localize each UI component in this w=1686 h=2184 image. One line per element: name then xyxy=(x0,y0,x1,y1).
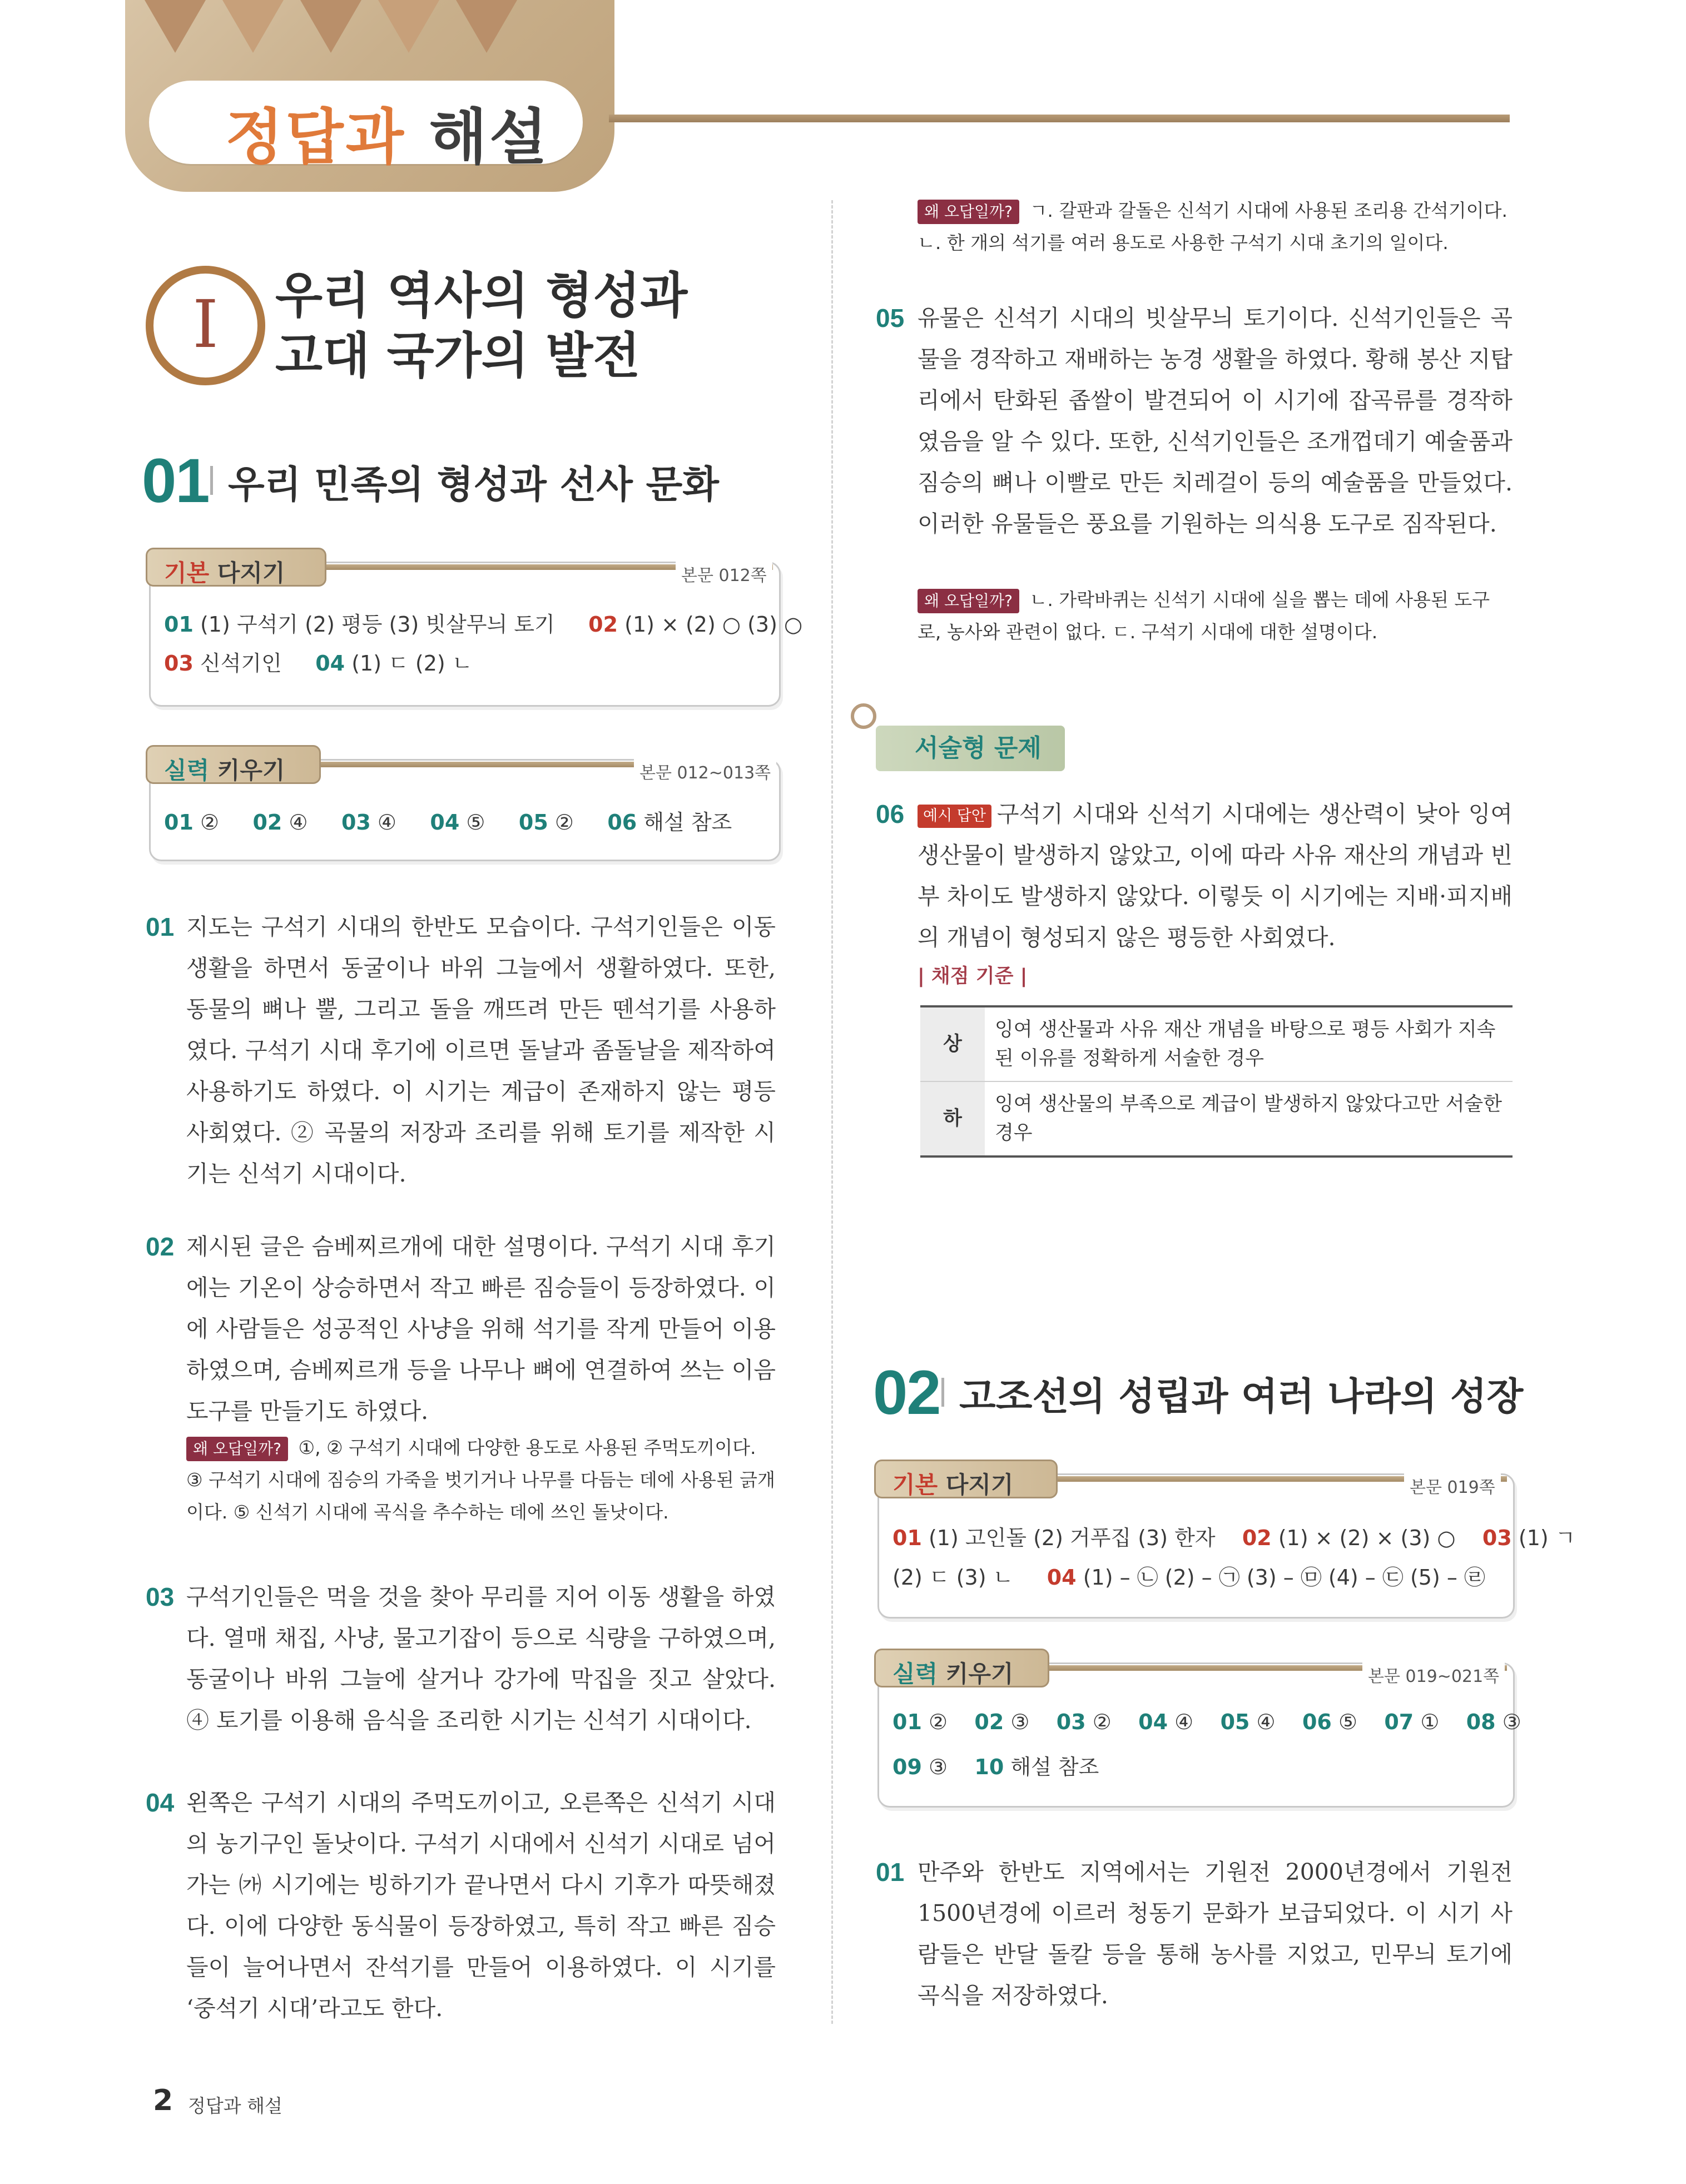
model-answer-badge: 예시 답안 xyxy=(918,805,991,828)
answer-number: 01 xyxy=(164,810,194,835)
answer-text: ① xyxy=(1420,1710,1440,1734)
question-number: 01 xyxy=(876,1858,905,1887)
tab-label-b: 다지기 xyxy=(217,559,285,587)
note-text: ㄴ. 가락바퀴는 신석기 시대에 실을 뽑는 데에 사용된 도구로, 농사와 관련이 없다. ㄷ. 구석기 시대에 대한 설명이다. xyxy=(918,589,1490,643)
wrong-answer-note xyxy=(918,195,1513,259)
unit-title xyxy=(275,266,687,386)
answer-number: 07 xyxy=(1384,1710,1414,1734)
answer-line xyxy=(164,646,473,677)
table-row xyxy=(920,1006,1513,1081)
explanation-paragraph: 구석기인들은 먹을 것을 찾아 무리를 지어 이동 생활을 하였다. 열매 채집, 사냥, 물고기잡이 등으로 식량을 구하였으며, 동굴이나 바위 그늘에 살거나 강가에 막집을 짓고 살았다. ④ 토기를 이용해 음식을 조리한 시기는 신석기 시대이다. xyxy=(186,1584,776,1734)
answer-number: 03 xyxy=(1056,1710,1086,1734)
answer-number: 04 xyxy=(315,651,345,676)
page-reference: 본문 019쪽 xyxy=(1404,1472,1501,1499)
tab-label-a: 기본 xyxy=(892,1471,938,1498)
wrong-answer-badge: 왜 오답일까? xyxy=(918,200,1019,224)
header-rule xyxy=(609,115,1510,122)
answer-text: ④ xyxy=(1256,1710,1276,1734)
section-divider xyxy=(210,466,213,495)
answer-text: (1) × (2) ○ (3) ○ xyxy=(624,612,803,637)
answer-line xyxy=(892,1560,1485,1591)
answer-text: 해설 참조 xyxy=(1010,1755,1099,1779)
question-number: 01 xyxy=(146,912,175,941)
section-number: 01 xyxy=(142,446,209,515)
scoring-criteria-table xyxy=(920,1005,1513,1158)
descriptive-tag: 서술형 문제 xyxy=(876,726,1065,771)
answer-text: ② xyxy=(554,810,574,835)
answer-number: 09 xyxy=(892,1755,922,1779)
answer-number: 01 xyxy=(892,1526,922,1550)
answer-text: (2) ㄷ (3) ㄴ xyxy=(892,1565,1014,1590)
answer-number: 05 xyxy=(518,810,548,835)
header-pattern xyxy=(222,0,284,53)
criteria-label: | 채점 기준 | xyxy=(918,965,1028,987)
answer-number: 05 xyxy=(1220,1710,1250,1734)
answer-text: (1) 고인돌 (2) 거푸집 (3) 한자 xyxy=(928,1526,1216,1550)
criteria-level: 하 xyxy=(920,1081,985,1156)
answer-text: ⑤ xyxy=(466,810,485,835)
answer-line xyxy=(892,1521,1576,1551)
question-number: 03 xyxy=(146,1582,175,1611)
answer-line xyxy=(892,1750,1099,1780)
unit-badge xyxy=(146,266,265,385)
criteria-level: 상 xyxy=(920,1006,985,1081)
answer-number: 03 xyxy=(341,810,371,835)
explanation-paragraph: 왼쪽은 구석기 시대의 주먹도끼이고, 오른쪽은 신석기 시대의 농기구인 돌낫이다. 구석기 시대에서 신석기 시대로 넘어가는 ㈎ 시기에는 빙하기가 끝나면서 다시 기후가 따뜻해졌다. 이에 다양한 동식물이 등장하였고, 특히 작고 빠른 짐승들이 늘어나면서 잔석기를 만들어 이용하였다. 이 시기를 ‘중석기 시대’라고도 한다. xyxy=(186,1789,776,2022)
answer-number: 03 xyxy=(164,651,194,676)
answer-text: (1) × (2) × (3) ○ xyxy=(1278,1526,1456,1550)
note-text: ①, ② 구석기 시대에 다양한 용도로 사용된 주먹도끼이다. ③ 구석기 시대에 짐승의 가죽을 벗기거나 나무를 다듬는 데에 사용된 긁개이다. ⑤ 신석기 시대에 곡식을 추수하는 데에 쓰인 돌낫이다. xyxy=(186,1437,775,1523)
explanation-paragraph: 만주와 한반도 지역에서는 기원전 2000년경에서 기원전 1500년경에 이르러 청동기 문화가 보급되었다. 이 시기 사람들은 반달 돌칼 등을 통해 농사를 지었고, 민무늬 토기에 곡식을 저장하였다. xyxy=(918,1859,1513,2009)
header-pattern xyxy=(300,0,361,53)
answer-number: 06 xyxy=(607,810,637,835)
tab-label-b: 다지기 xyxy=(945,1471,1014,1498)
explanation-paragraph: 지도는 구석기 시대의 한반도 모습이다. 구석기인들은 이동 생활을 하면서 동굴이나 바위 그늘에서 생활하였다. 또한, 동물의 뼈나 뿔, 그리고 돌을 깨뜨려 만든 뗀석기를 사용하였다. 구석기 시대 후기에 이르면 돌날과 좀돌날을 제작하여 사용하기도 하였다. 이 시기는 계급이 존재하지 않는 평등 사회였다. ② 곡물의 저장과 조리를 위해 토기를 제작한 시기는 신석기 시대이다. xyxy=(186,914,776,1187)
answer-text: ④ xyxy=(1174,1710,1194,1734)
answer-number: 02 xyxy=(588,612,618,637)
answer-text: (1) ㄷ (2) ㄴ xyxy=(351,651,473,676)
tag-string xyxy=(851,703,876,729)
answer-text: 신석기인 xyxy=(200,651,282,676)
tab-label-a: 실력 xyxy=(164,757,210,784)
header-pattern xyxy=(378,0,439,53)
answer-number: 04 xyxy=(430,810,460,835)
answer-number: 01 xyxy=(164,612,194,637)
wrong-answer-note xyxy=(186,1432,776,1528)
tab-label-a: 실력 xyxy=(892,1660,938,1687)
wrong-answer-badge: 왜 오답일까? xyxy=(918,589,1019,613)
question-number: 06 xyxy=(876,800,905,828)
note-text: ㄱ. 갈판과 갈돌은 신석기 시대에 사용된 조리용 간석기이다. ㄴ. 한 개의 석기를 여러 용도로 사용한 구석기 시대 초기의 일이다. xyxy=(918,200,1508,254)
answer-number: 06 xyxy=(1302,1710,1332,1734)
explanation-paragraph: 제시된 글은 슴베찌르개에 대한 설명이다. 구석기 시대 후기에는 기온이 상승하면서 작고 빠른 짐승들이 등장하였다. 이에 사람들은 성공적인 사냥을 위해 석기를 작게 만들어 이용하였으며, 슴베찌르개 등을 나무나 뼈에 연결하여 쓰는 이음 도구를 만들기도 하였다. xyxy=(186,1233,776,1424)
basic-tab xyxy=(874,1460,1058,1498)
explanation-paragraph: 유물은 신석기 시대의 빗살무늬 토기이다. 신석기인들은 곡물을 경작하고 재배하는 농경 생활을 하였다. 황해 봉산 지탑리에서 탄화된 좁쌀이 발견되어 이 시기에 잡곡류를 경작하였음을 알 수 있다. 또한, 신석기인들은 조개껍데기 예술품과 짐승의 뼈나 이빨로 만든 치레걸이 등의 예술품을 만들었다. 이러한 유물들은 풍요를 기원하는 의식용 도구로 짐작된다. xyxy=(918,305,1513,537)
page-reference: 본문 019~021쪽 xyxy=(1362,1661,1505,1688)
question-number: 02 xyxy=(146,1232,175,1261)
footer-label: 정답과 해설 xyxy=(188,2095,282,2117)
answer-text: (1) – ㉡ (2) – ㉠ (3) – ㉤ (4) – ㉢ (5) – ㉣ xyxy=(1083,1565,1485,1590)
answer-text: 해설 참조 xyxy=(643,810,732,835)
answer-number: 04 xyxy=(1047,1565,1077,1590)
answer-text: (1) ㄱ xyxy=(1518,1526,1576,1550)
skill-tab xyxy=(874,1649,1049,1687)
answer-number: 02 xyxy=(252,810,282,835)
wrong-answer-note xyxy=(918,584,1513,648)
table-row xyxy=(920,1081,1513,1156)
unit-numeral: I xyxy=(192,286,219,363)
answer-text: ⑤ xyxy=(1338,1710,1358,1734)
section-divider xyxy=(941,1378,944,1407)
answer-number: 04 xyxy=(1138,1710,1168,1734)
page-reference: 본문 012쪽 xyxy=(676,560,772,587)
answer-number: 03 xyxy=(1482,1526,1512,1550)
section-title: 고조선의 성립과 여러 나라의 성장 xyxy=(959,1375,1524,1419)
column-divider xyxy=(831,200,833,2024)
answer-text: ③ xyxy=(928,1755,948,1779)
question-number: 05 xyxy=(876,304,905,332)
answer-number: 01 xyxy=(892,1710,922,1734)
section-title: 우리 민족의 형성과 선사 문화 xyxy=(228,463,719,507)
section-number: 02 xyxy=(873,1358,940,1427)
answer-line xyxy=(892,1710,1521,1734)
answer-text: ③ xyxy=(1010,1710,1030,1734)
criteria-desc: 잉여 생산물의 부족으로 계급이 발생하지 않았다고만 서술한 경우 xyxy=(985,1081,1513,1156)
answer-number: 08 xyxy=(1466,1710,1496,1734)
model-answer-paragraph xyxy=(918,793,1513,958)
answer-line xyxy=(164,607,802,638)
page-reference: 본문 012~013쪽 xyxy=(634,758,776,785)
tab-label-b: 키우기 xyxy=(217,757,285,784)
basic-tab xyxy=(146,548,326,587)
answer-number: 02 xyxy=(1242,1526,1272,1550)
unit-title-line2: 고대 국가의 발전 xyxy=(275,327,641,384)
tab-label-b: 키우기 xyxy=(945,1660,1014,1687)
wrong-answer-badge: 왜 오답일까? xyxy=(186,1437,288,1461)
answer-text: ② xyxy=(928,1710,948,1734)
answer-text: (1) 구석기 (2) 평등 (3) 빗살무늬 토기 xyxy=(200,612,555,637)
criteria-desc: 잉여 생산물과 사유 재산 개념을 바탕으로 평등 사회가 지속된 이유를 정확하게 서술한 경우 xyxy=(985,1006,1513,1081)
model-answer-text: 구석기 시대와 신석기 시대에는 생산력이 낮아 잉여 생산물이 발생하지 않았고, 이에 따라 사유 재산의 개념과 빈부 차이도 발생하지 않았다. 이렇듯 이 시기에는 지배·피지배의 개념이 형성되지 않은 평등한 사회였다. xyxy=(918,801,1513,951)
answer-number: 10 xyxy=(974,1755,1004,1779)
header-pattern xyxy=(145,0,206,53)
unit-title-line1: 우리 역사의 형성과 xyxy=(275,267,688,324)
answer-text: ④ xyxy=(377,810,396,835)
question-number: 04 xyxy=(146,1788,175,1817)
answer-number: 02 xyxy=(974,1710,1004,1734)
answer-text: ② xyxy=(1092,1710,1112,1734)
answer-text: ④ xyxy=(289,810,308,835)
header-pattern xyxy=(456,0,517,53)
title-accent: 정답과 xyxy=(225,102,406,172)
page-number: 2 xyxy=(153,2084,173,2117)
skill-tab xyxy=(146,745,321,784)
answer-text: ② xyxy=(200,810,220,835)
tab-label-a: 기본 xyxy=(164,559,210,587)
page-title xyxy=(225,89,549,175)
answer-text: ③ xyxy=(1502,1710,1521,1734)
answer-line xyxy=(164,805,732,836)
title-rest: 해설 xyxy=(429,102,550,172)
